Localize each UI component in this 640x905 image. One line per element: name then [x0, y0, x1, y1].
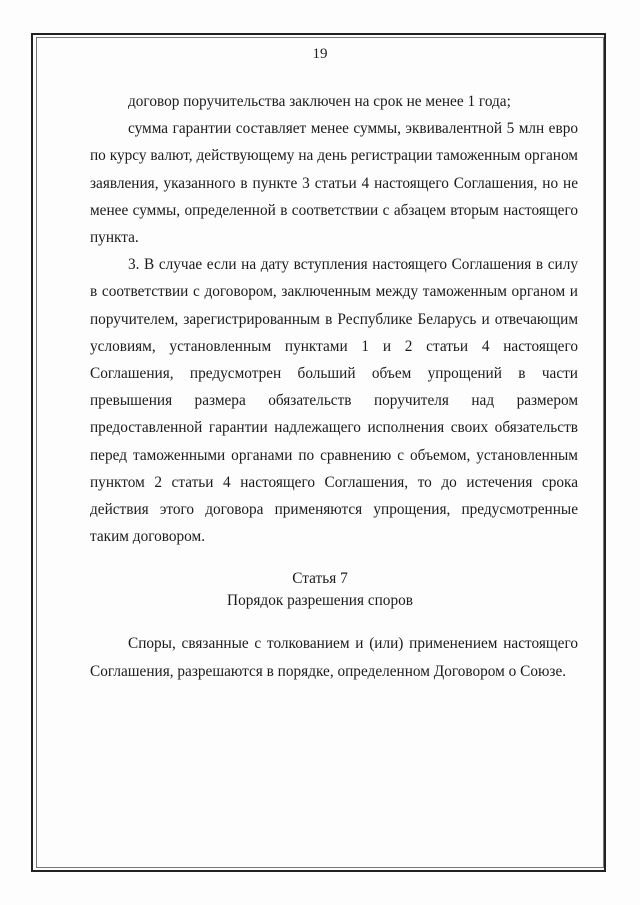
article-body: [90, 630, 578, 686]
paragraph-clause-3: 3. В случае если на дату вступления настоящего Соглашения в силу в соответствии с договором, заключенным между таможенным органом и поручителем, зарегистрированным в Республике Беларусь и отвечающим условиям, установленным пунктами 1 и 2 статьи 4 настоящего Соглашения, предусмотрен больший объем упрощений в части превышения размера обязательств поручителя над размером предоставленной гарантии надлежащего исполнения своих обязательств перед таможенными органами по сравнению с объемом, установленным пунктом 2 статьи 4 настоящего Соглашения, то до истечения срока действия этого договора применяются упрощения, предусмотренные таким договором.: [90, 256, 578, 546]
article-title: Порядок разрешения споров: [227, 592, 413, 609]
paragraph-disputes: Споры, связанные с толкованием и (или) применением настоящего Соглашения, разрешаются в порядке, определенном Договором о Союзе.: [90, 635, 578, 680]
paragraph-guarantee-amount: сумма гарантии составляет менее суммы, эквивалентной 5 млн евро по курсу валют, действующему на день регистрации таможенным органом заявления, указанного в пункте 3 статьи 4 настоящего Соглашения, но не менее суммы, определенной в соответствии с абзацем вторым настоящего пункта.: [90, 120, 578, 247]
article-number: Статья 7: [292, 570, 348, 587]
page-number: 19: [312, 46, 328, 62]
body-text: [90, 88, 578, 550]
paragraph-guarantee-term: договор поручительства заключен на срок не менее 1 года;: [128, 93, 511, 110]
